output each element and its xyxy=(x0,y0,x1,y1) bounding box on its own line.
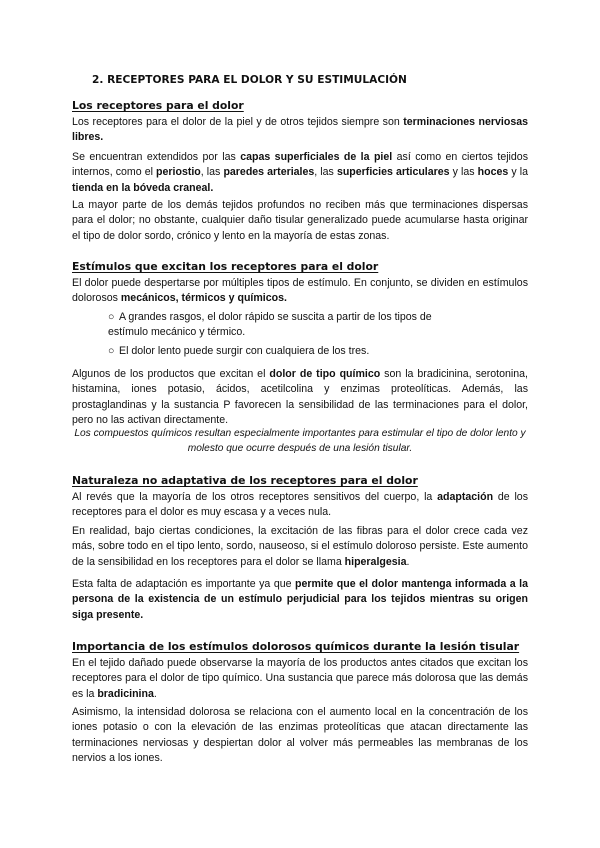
paragraph-receptores-3: La mayor parte de los demás tejidos profundos no reciben más que terminaciones dispersas para el dolor; no obstante, cualquier daño tisular generalizado puede acumularse hasta originar el tipo de dolor sordo, crónico y lento en la mayoría de estas zonas. xyxy=(72,199,528,242)
paragraph-estimulos-2: Algunos de los productos que excitan el dolor de tipo químico son la bradicinina, serotonina, histamina, iones potasio, ácidos, acetilcolina y enzimas proteolíticas. Además, las prostaglandinas y la sustancia P favorecen la sensibilidad de las terminaciones para el dolor, pero no las activan directamente. xyxy=(72,368,528,427)
bullet-circle-icon: ○ xyxy=(108,311,115,323)
heading-naturaleza: Naturaleza no adaptativa de los receptores para el dolor xyxy=(72,474,418,487)
section-title: 2. RECEPTORES PARA EL DOLOR Y SU ESTIMULACIÓN xyxy=(92,74,407,86)
paragraph-naturaleza-3: Esta falta de adaptación es importante ya que permite que el dolor mantenga informada a la persona de la existencia de un estímulo perjudicial para los tejidos mientras su origen siga presente. xyxy=(72,578,528,621)
bullet-circle-icon: ○ xyxy=(108,345,115,357)
list-item: ○ El dolor lento puede surgir con cualquiera de los tres. xyxy=(108,344,468,359)
heading-receptores: Los receptores para el dolor xyxy=(72,99,244,112)
paragraph-importancia-2: Asimismo, la intensidad dolorosa se relaciona con el aumento local en la concentración de los iones potasio o con la elevación de las enzimas proteolíticas que atacan directamente las terminaciones nerviosas y despiertan dolor al volver más permeables las membranas de los nervios a los iones. xyxy=(72,706,528,765)
paragraph-naturaleza-1: Al revés que la mayoría de los otros receptores sensitivos del cuerpo, la adaptación de los receptores para el dolor es muy escasa y a veces nula. xyxy=(72,491,528,519)
paragraph-receptores-1: Los receptores para el dolor de la piel y de otros tejidos siempre son terminaciones nerviosas libres. xyxy=(72,116,528,144)
heading-estimulos: Estímulos que excitan los receptores para el dolor xyxy=(72,260,379,273)
paragraph-estimulos-1: El dolor puede despertarse por múltiples tipos de estímulo. En conjunto, se dividen en estímulos dolorosos mecánicos, térmicos y químicos. xyxy=(72,277,528,305)
list-item: ○ A grandes rasgos, el dolor rápido se suscita a partir de los tipos de estímulo mecánico y térmico. xyxy=(108,311,432,339)
paragraph-naturaleza-2: En realidad, bajo ciertas condiciones, la excitación de las fibras para el dolor crece cada vez más, sobre todo en el tipo lento, sordo, nauseoso, si el estímulo doloroso persiste. Este aumento de la sensibilidad en los receptores para el dolor se llama hiperalgesia. xyxy=(72,525,528,568)
italic-note: Los compuestos químicos resultan especialmente importantes para estimular el tipo de dolor lento y molesto que ocurre después de una lesión tisular. xyxy=(74,428,526,454)
paragraph-receptores-2: Se encuentran extendidos por las capas superficiales de la piel así como en ciertos tejidos internos, como el periostio, las paredes arteriales, las superficies articulares y las hoces y la tienda en la bóveda craneal. xyxy=(72,151,528,194)
paragraph-importancia-1: En el tejido dañado puede observarse la mayoría de los productos antes citados que excitan los receptores para el dolor de tipo químico. Una sustancia que parece más dolorosa que las demás es la bradicinina. xyxy=(72,657,528,700)
heading-importancia: Importancia de los estímulos dolorosos químicos durante la lesión tisular xyxy=(72,640,520,653)
